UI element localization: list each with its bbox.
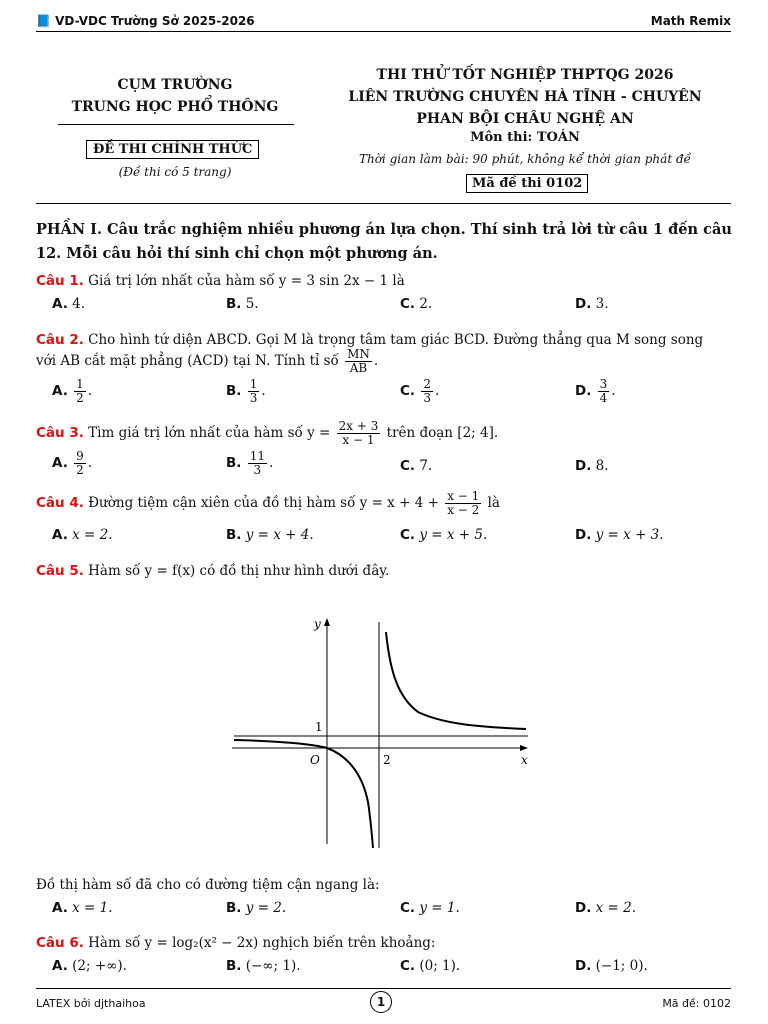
exam-title — [320, 64, 730, 130]
question-3 — [36, 420, 732, 447]
header-brand: Math Remix — [650, 14, 731, 28]
part-heading: PHẦN I. Câu trắc nghiệm nhiều phương án lựa chọn. Thí sinh trả lời từ câu 1 đến câu 12. Mỗi câu hỏi thí sinh chỉ chọn một phương án. — [36, 221, 732, 262]
x-axis-arrow — [520, 745, 528, 751]
page-number: 1 — [370, 991, 392, 1013]
question-label: Câu 3. — [36, 425, 84, 441]
graph-left-branch — [234, 740, 373, 848]
question-text: Giá trị lớn nhất của hàm số y = 3 sin 2x − 1 là — [88, 273, 405, 289]
header-title: 📘 VD-VDC Trường Sở 2025-2026 — [36, 14, 255, 28]
question-text: Đường tiệm cận xiên của đồ thị hàm số y = x + 4 + — [88, 495, 439, 511]
option-a[interactable]: A. 4. — [52, 296, 86, 312]
footer-credit: LATEX bởi djthaihoa — [36, 997, 146, 1010]
question-text: với AB cắt mặt phẳng (ACD) tại N. Tính tỉ số — [36, 353, 339, 369]
question-text: Hàm số y = log₂(x² − 2x) nghịch biến trên khoảng: — [88, 935, 436, 951]
exam-line-3: PHAN BỘI CHÂU NGHỆ AN — [416, 111, 634, 127]
y-axis-arrow — [324, 618, 330, 626]
option-a[interactable]: A. $\frac{1}{2}$ . — [52, 377, 93, 405]
question-2-options — [52, 378, 732, 412]
question-text-tail: trên đoạn [2; 4]. — [386, 425, 499, 441]
exam-line-1: THI THỬ TỐT NGHIỆP THPTQG 2026 — [376, 67, 674, 83]
function-graph — [228, 612, 536, 852]
option-c[interactable]: C. $\frac{2}{3}$ . — [400, 377, 440, 405]
tick-x-label: 2 — [383, 753, 391, 767]
option-a[interactable]: A. x = 2. — [52, 527, 113, 543]
option-a[interactable]: A. (2; +∞). — [52, 958, 127, 974]
option-c[interactable]: C. y = 1. — [400, 900, 460, 916]
option-d[interactable]: D. 8. — [575, 458, 609, 474]
question-text: Hàm số y = f(x) có đồ thị như hình dưới đây. — [88, 563, 390, 579]
question-3-options — [52, 450, 732, 484]
option-c[interactable]: C. y = x + 5. — [400, 527, 488, 543]
question-label: Câu 6. — [36, 935, 84, 951]
question-label: Câu 4. — [36, 495, 84, 511]
option-d[interactable]: D. y = x + 3. — [575, 527, 664, 543]
page-count: (Đề thi có 5 trang) — [118, 165, 232, 179]
exam-subject: Môn thi: TOÁN — [470, 130, 580, 145]
exam-time: Thời gian làm bài: 90 phút, không kể thời gian phát đề — [358, 152, 692, 166]
option-c[interactable]: C. 2. — [400, 296, 433, 312]
question-5-prompt: Đồ thị hàm số đã cho có đường tiệm cận ngang là: — [36, 877, 380, 893]
question-4 — [36, 490, 732, 517]
question-2-line-2: với AB cắt mặt phẳng (ACD) tại N. Tính tỉ số $\frac{MN}{AB}$ . — [36, 347, 379, 375]
option-b[interactable]: B. y = 2. — [226, 900, 287, 916]
option-a[interactable]: A. x = 1. — [52, 900, 113, 916]
question-1-options — [52, 296, 732, 320]
school-line-1: CỤM TRƯỜNG — [117, 77, 233, 93]
official-badge: ĐỀ THI CHÍNH THỨC — [86, 140, 259, 159]
option-c[interactable]: C. (0; 1). — [400, 958, 461, 974]
option-c[interactable]: C. 7. — [400, 458, 433, 474]
option-d[interactable]: D. x = 2. — [575, 900, 637, 916]
question-label: Câu 1. — [36, 273, 84, 289]
option-b[interactable]: B. y = x + 4. — [226, 527, 314, 543]
function-fraction: $\frac{x - 1}{x - 2}$ — [447, 489, 480, 517]
question-label: Câu 5. — [36, 563, 84, 579]
school-divider — [58, 124, 294, 125]
question-text: Cho hình tứ diện ABCD. Gọi M là trọng tâm tam giác BCD. Đường thẳng qua M song song — [88, 332, 704, 348]
option-b[interactable]: B. $\frac{1}{3}$ . — [226, 377, 266, 405]
exam-code: Mã đề thi 0102 — [466, 174, 588, 193]
footer-divider — [36, 988, 731, 989]
option-d[interactable]: D. (−1; 0). — [575, 958, 648, 974]
school-block — [56, 74, 294, 118]
question-6-options — [52, 958, 732, 982]
school-line-2: TRUNG HỌC PHỔ THÔNG — [71, 99, 279, 115]
question-text: Tìm giá trị lớn nhất của hàm số y = — [88, 425, 331, 441]
exam-line-2: LIÊN TRƯỜNG CHUYÊN HÀ TĨNH - CHUYÊN — [348, 89, 702, 105]
ratio-fraction: $\frac{MN}{AB}$ — [347, 347, 370, 375]
tick-y-label: 1 — [315, 720, 323, 734]
section-divider — [36, 203, 731, 204]
x-axis-label: x — [521, 753, 528, 767]
origin-label: O — [310, 753, 320, 767]
question-6 — [36, 932, 732, 954]
header-divider — [36, 31, 731, 32]
option-d[interactable]: D. 3. — [575, 296, 609, 312]
function-fraction: $\frac{2x + 3}{x - 1}$ — [338, 419, 379, 447]
question-text-tail: là — [487, 495, 500, 511]
option-b[interactable]: B. (−∞; 1). — [226, 958, 301, 974]
graph-right-branch — [386, 632, 526, 729]
footer-code: Mã đề: 0102 — [662, 997, 731, 1010]
option-b[interactable]: B. $\frac{11}{3}$ . — [226, 449, 274, 477]
question-4-options — [52, 527, 732, 551]
option-d[interactable]: D. $\frac{3}{4}$ . — [575, 377, 616, 405]
question-1 — [36, 270, 732, 292]
question-5 — [36, 560, 732, 582]
question-label: Câu 2. — [36, 332, 84, 348]
y-axis-label: y — [314, 617, 321, 631]
question-5-options — [52, 900, 732, 924]
option-a[interactable]: A. $\frac{9}{2}$ . — [52, 449, 93, 477]
option-b[interactable]: B. 5. — [226, 296, 259, 312]
